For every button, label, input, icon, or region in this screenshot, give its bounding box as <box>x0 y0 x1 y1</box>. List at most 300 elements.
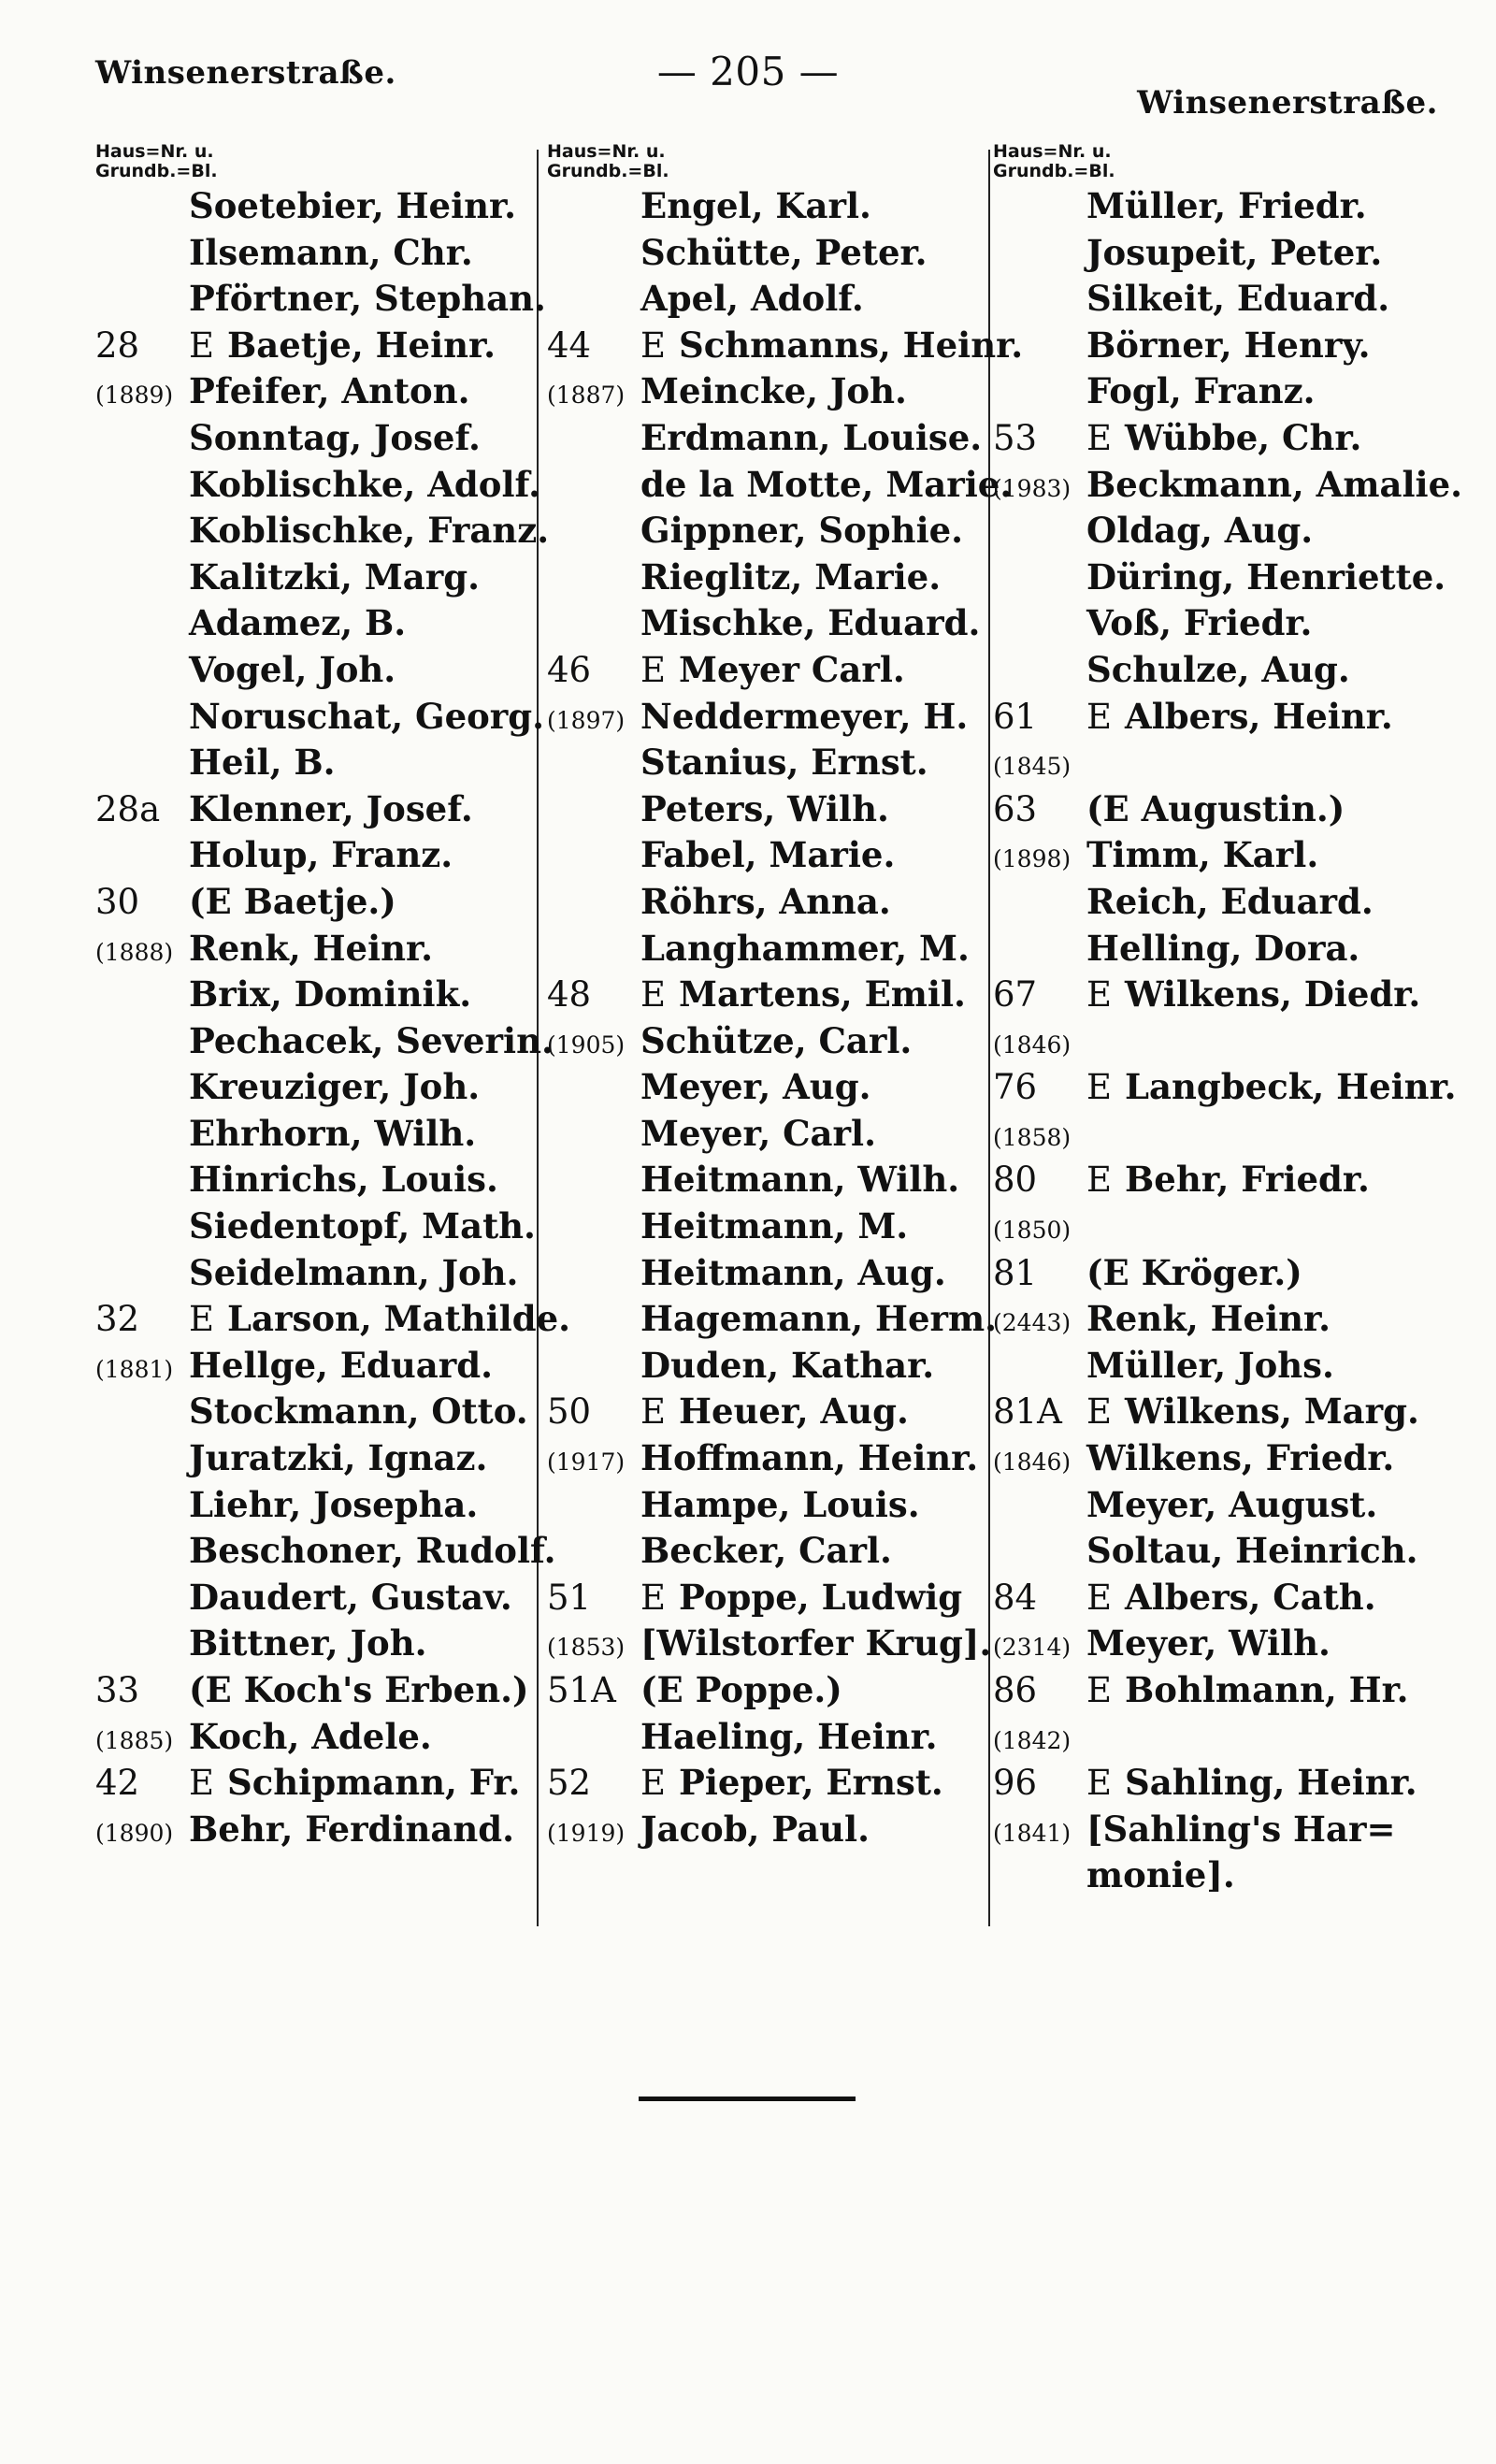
resident-name <box>640 1482 920 1529</box>
name-text: Hagemann, Herm. <box>640 1298 998 1340</box>
name-text: Müller, Johs. <box>1086 1344 1334 1386</box>
name-text: Langbeck, Heinr. <box>1125 1066 1457 1108</box>
directory-entry <box>95 230 535 277</box>
directory-entry <box>993 1343 1460 1390</box>
owner-marker: E <box>640 1763 667 1804</box>
name-text: Heuer, Aug. <box>679 1391 909 1433</box>
directory-entry <box>547 368 986 415</box>
directory-entry <box>993 1250 1460 1297</box>
directory-entry <box>95 323 535 369</box>
house-number: 28 <box>95 324 140 366</box>
name-text: Engel, Karl. <box>640 185 871 226</box>
resident-name <box>1086 415 1361 462</box>
directory-entry <box>95 600 535 647</box>
name-text: Larson, Mathilde. <box>227 1298 570 1340</box>
directory-entry <box>547 1482 986 1529</box>
resident-name <box>189 1018 554 1065</box>
directory-entry <box>547 1528 986 1575</box>
directory-entry <box>993 832 1460 879</box>
resident-name <box>1086 1667 1409 1714</box>
house-number: 46 <box>547 649 592 690</box>
resident-name <box>189 1575 512 1621</box>
name-text: Langhammer, M. <box>640 927 970 969</box>
grundbuch-number: (2314) <box>993 1634 1072 1662</box>
grundbuch-number: (1898) <box>993 845 1072 873</box>
directory-entry <box>95 832 535 879</box>
house-number: 76 <box>993 1067 1038 1108</box>
house-number: 32 <box>95 1299 140 1340</box>
name-text: Düring, Henriette. <box>1086 555 1446 598</box>
grundbuch-number: (1983) <box>993 474 1072 502</box>
directory-entry <box>993 555 1460 601</box>
column-3 <box>993 141 1463 1899</box>
directory-entry <box>993 276 1460 323</box>
directory-entry <box>547 1250 986 1297</box>
resident-name <box>1086 600 1312 647</box>
resident-name <box>640 1064 870 1111</box>
name-text: Pfeifer, Anton. <box>189 370 470 412</box>
resident-name <box>1086 1296 1331 1343</box>
name-text: Pechacek, Severin. <box>189 1019 554 1061</box>
house-number: 84 <box>993 1577 1038 1618</box>
name-text: Heitmann, M. <box>640 1205 909 1247</box>
resident-name <box>640 1111 876 1158</box>
directory-entry <box>993 1203 1460 1250</box>
resident-name <box>1086 1852 1235 1899</box>
house-number: 86 <box>993 1670 1038 1710</box>
name-text: Hampe, Louis. <box>640 1483 920 1525</box>
name-text: Renk, Heinr. <box>1086 1298 1331 1340</box>
resident-name <box>1086 694 1393 741</box>
name-text: Behr, Friedr. <box>1125 1159 1370 1201</box>
resident-name <box>1086 926 1359 973</box>
resident-name <box>1086 1250 1302 1297</box>
directory-entry <box>547 183 986 230</box>
name-text: Börner, Henry. <box>1086 324 1371 366</box>
name-text: Heitmann, Wilh. <box>640 1159 960 1201</box>
grundbuch-number: (1887) <box>547 382 626 410</box>
owner-marker: E <box>1086 1160 1113 1201</box>
resident-name <box>1086 1482 1377 1529</box>
name-text: Schütte, Peter. <box>640 231 928 273</box>
directory-entry <box>95 1714 535 1761</box>
resident-name <box>189 694 544 741</box>
resident-name <box>189 323 496 369</box>
name-text: Müller, Friedr. <box>1086 185 1367 226</box>
owner-marker: E <box>640 1577 667 1618</box>
house-number: 28a <box>95 788 161 829</box>
resident-name <box>1086 555 1446 601</box>
directory-entry <box>993 462 1463 509</box>
directory-entry <box>95 1482 535 1529</box>
name-text: Liehr, Josepha. <box>189 1483 479 1525</box>
directory-entry <box>547 647 986 694</box>
resident-name <box>1086 786 1345 833</box>
directory-entry <box>95 694 545 741</box>
name-text: Koch, Adele. <box>189 1715 432 1757</box>
name-text: Josupeit, Peter. <box>1086 231 1383 273</box>
directory-entry <box>993 740 1460 786</box>
directory-entry <box>993 972 1460 1018</box>
column-heading: Haus=Nr. u. Grundb.=Bl. <box>993 141 1115 181</box>
name-text: Oldag, Aug. <box>1086 510 1314 552</box>
directory-entry <box>547 323 1024 369</box>
resident-name <box>189 926 433 973</box>
resident-name <box>189 508 549 555</box>
name-text: monie]. <box>1086 1854 1235 1896</box>
name-text: Röhrs, Anna. <box>640 880 891 922</box>
directory-entry <box>993 1064 1460 1111</box>
resident-name <box>640 694 968 741</box>
resident-name <box>1086 183 1367 230</box>
resident-name <box>189 183 516 230</box>
name-text: (E Poppe.) <box>640 1669 842 1710</box>
resident-name <box>1086 1389 1419 1435</box>
grundbuch-number: (1858) <box>993 1123 1072 1151</box>
house-number: 51A <box>547 1670 616 1710</box>
directory-entry <box>993 183 1460 230</box>
directory-entry <box>95 1064 535 1111</box>
resident-name <box>189 832 453 879</box>
resident-name <box>1086 879 1374 926</box>
directory-entry <box>547 1667 986 1714</box>
resident-name <box>189 1621 426 1667</box>
grundbuch-number: (1853) <box>547 1634 626 1662</box>
directory-entry <box>95 972 535 1018</box>
directory-entry <box>95 276 546 323</box>
name-text: Neddermeyer, H. <box>640 695 969 737</box>
resident-name <box>640 1389 909 1435</box>
resident-name <box>189 555 480 601</box>
directory-entry <box>547 1343 986 1390</box>
resident-name <box>640 555 941 601</box>
directory-entry <box>993 1852 1460 1899</box>
name-text: Peters, Wilh. <box>640 787 889 829</box>
directory-entry <box>95 1575 535 1621</box>
directory-entry <box>547 1621 992 1667</box>
directory-entry <box>993 368 1460 415</box>
directory-entry <box>95 1296 570 1343</box>
directory-entry <box>547 230 986 277</box>
name-text: Noruschat, Georg. <box>189 695 545 737</box>
resident-name <box>640 1528 892 1575</box>
name-text: Sonntag, Josef. <box>189 416 481 458</box>
resident-name <box>640 926 970 973</box>
resident-name <box>640 1250 946 1297</box>
grundbuch-number: (1890) <box>95 1819 174 1847</box>
name-text: Meyer Carl. <box>679 648 905 690</box>
directory-entry <box>547 1203 986 1250</box>
resident-name <box>189 1343 493 1390</box>
owner-marker: E <box>1086 1763 1113 1804</box>
grundbuch-number: (1881) <box>95 1355 174 1383</box>
name-text: (E Baetje.) <box>189 880 396 922</box>
directory-entry <box>547 926 986 973</box>
directory-entry <box>993 1482 1460 1529</box>
resident-name <box>189 1111 476 1158</box>
house-number: 81 <box>993 1252 1038 1293</box>
resident-name <box>189 415 481 462</box>
name-text: Becker, Carl. <box>640 1530 892 1572</box>
name-text: Hellge, Eduard. <box>189 1344 493 1386</box>
directory-entry <box>95 1435 535 1482</box>
directory-entry <box>95 1250 535 1297</box>
resident-name <box>189 230 473 277</box>
name-text: Baetje, Heinr. <box>227 324 496 366</box>
directory-entry <box>95 1760 535 1807</box>
directory-entry <box>95 1157 535 1203</box>
resident-name <box>1086 368 1316 415</box>
directory-entry <box>547 740 986 786</box>
resident-name <box>640 740 928 786</box>
directory-entry <box>547 1018 986 1065</box>
directory-entry <box>95 1528 556 1575</box>
name-text: Brix, Dominik. <box>189 973 472 1016</box>
name-text: Schulze, Aug. <box>1086 648 1350 690</box>
name-text: Wilkens, Diedr. <box>1125 973 1421 1016</box>
name-text: Hinrichs, Louis. <box>189 1159 498 1201</box>
directory-entry <box>95 647 535 694</box>
name-text: Fogl, Franz. <box>1086 370 1316 412</box>
name-text: de la Motte, Marie. <box>640 463 1013 505</box>
directory-entry <box>95 786 535 833</box>
running-header-right: Winsenerstraße. <box>1137 84 1438 122</box>
name-text: Seidelmann, Joh. <box>189 1251 519 1293</box>
resident-name <box>640 1667 842 1714</box>
directory-entry <box>993 1760 1460 1807</box>
directory-entry <box>547 1157 986 1203</box>
directory-entry <box>95 183 535 230</box>
resident-name <box>640 1807 870 1853</box>
name-text: Voß, Friedr. <box>1086 602 1313 644</box>
directory-entry <box>993 879 1460 926</box>
directory-entry <box>95 1018 554 1065</box>
resident-name <box>640 183 871 230</box>
directory-entry <box>95 415 535 462</box>
name-text: Siedentopf, Math. <box>189 1205 536 1247</box>
house-number: 33 <box>95 1670 140 1710</box>
house-number: 53 <box>993 417 1038 458</box>
resident-name <box>189 1667 528 1714</box>
directory-entry <box>547 879 986 926</box>
name-text: Koblischke, Adolf. <box>189 463 540 505</box>
resident-name <box>1086 1528 1418 1575</box>
owner-marker: E <box>1086 1067 1113 1108</box>
name-text: Kreuziger, Joh. <box>189 1066 481 1108</box>
directory-entry <box>95 462 540 509</box>
end-rule <box>639 2097 856 2101</box>
resident-name <box>640 415 982 462</box>
directory-entry <box>547 786 986 833</box>
resident-name <box>640 1296 997 1343</box>
resident-name <box>640 230 928 277</box>
resident-name <box>640 879 891 926</box>
resident-name <box>640 1343 934 1390</box>
resident-name <box>1086 230 1382 277</box>
resident-name <box>189 1296 570 1343</box>
resident-name <box>189 1250 518 1297</box>
grundbuch-number: (1841) <box>993 1819 1072 1847</box>
resident-name <box>1086 323 1370 369</box>
directory-entry <box>95 368 535 415</box>
directory-entry <box>993 1435 1460 1482</box>
resident-name <box>1086 1343 1334 1390</box>
name-text: Ilsemann, Chr. <box>189 231 473 273</box>
resident-name <box>189 1157 498 1203</box>
resident-name <box>640 1435 978 1482</box>
resident-name <box>1086 1621 1331 1667</box>
resident-name <box>1086 972 1420 1018</box>
resident-name <box>640 1760 943 1807</box>
directory-entry <box>547 555 986 601</box>
resident-name <box>640 323 1023 369</box>
house-number: 42 <box>95 1763 140 1804</box>
directory-entry <box>993 1296 1460 1343</box>
name-text: Haeling, Heinr. <box>640 1715 938 1757</box>
resident-name <box>640 1714 938 1761</box>
name-text: Pieper, Ernst. <box>679 1762 943 1804</box>
house-number: 96 <box>993 1763 1038 1804</box>
name-text: (E Koch's Erben.) <box>189 1669 529 1710</box>
resident-name <box>189 1064 480 1111</box>
resident-name <box>640 972 966 1018</box>
directory-entry <box>993 1667 1460 1714</box>
directory-entry <box>993 1714 1460 1761</box>
name-text: Meyer, August. <box>1086 1483 1378 1525</box>
owner-marker: E <box>1086 974 1113 1016</box>
name-text: Meincke, Joh. <box>640 370 907 412</box>
directory-entry <box>547 276 986 323</box>
house-number: 50 <box>547 1391 592 1433</box>
owner-marker: E <box>640 649 667 690</box>
directory-entry <box>547 1435 986 1482</box>
resident-name <box>1086 1064 1457 1111</box>
name-text: Schipmann, Fr. <box>227 1762 521 1804</box>
resident-name <box>1086 276 1389 323</box>
directory-entry <box>993 415 1460 462</box>
name-text: (E Augustin.) <box>1086 787 1345 829</box>
name-text: Meyer, Aug. <box>640 1066 871 1108</box>
directory-entry <box>547 415 986 462</box>
resident-name <box>189 740 336 786</box>
name-text: Timm, Karl. <box>1086 834 1319 876</box>
directory-entry <box>95 740 535 786</box>
grundbuch-number: (1889) <box>95 382 174 410</box>
grundbuch-number: (1846) <box>993 1030 1072 1059</box>
resident-name <box>640 368 907 415</box>
grundbuch-number: (1846) <box>993 1448 1072 1477</box>
name-text: Klenner, Josef. <box>189 787 473 829</box>
resident-name <box>189 600 406 647</box>
directory-entry <box>547 1575 986 1621</box>
house-number: 61 <box>993 696 1038 737</box>
name-text: Adamez, B. <box>189 602 407 644</box>
resident-name <box>1086 1760 1417 1807</box>
directory-entry <box>993 786 1460 833</box>
directory-entry <box>993 1018 1460 1065</box>
owner-marker: E <box>189 1763 215 1804</box>
running-header-left: Winsenerstraße. <box>95 54 396 92</box>
name-text: Beckmann, Amalie. <box>1086 463 1463 505</box>
directory-entry <box>993 600 1460 647</box>
resident-name <box>1086 647 1350 694</box>
directory-entry <box>993 1528 1460 1575</box>
directory-entry <box>547 1296 998 1343</box>
owner-marker: E <box>1086 417 1113 458</box>
directory-entry <box>547 1807 986 1853</box>
name-text: Vogel, Joh. <box>189 648 396 690</box>
resident-name <box>189 276 546 323</box>
house-number: 81A <box>993 1391 1062 1433</box>
directory-entry <box>547 508 986 555</box>
directory-entry <box>95 1343 535 1390</box>
resident-name <box>640 508 963 555</box>
resident-name <box>1086 1435 1394 1482</box>
owner-marker: E <box>640 974 667 1016</box>
directory-entry <box>95 1203 535 1250</box>
resident-name <box>189 972 471 1018</box>
resident-name <box>640 276 864 323</box>
column-heading: Haus=Nr. u. Grundb.=Bl. <box>95 141 218 181</box>
directory-entry <box>993 694 1460 741</box>
name-text: Holup, Franz. <box>189 834 453 876</box>
name-text: Rieglitz, Marie. <box>640 555 942 598</box>
resident-name <box>189 1760 520 1807</box>
resident-name <box>189 1389 528 1435</box>
directory-entry <box>547 1111 986 1158</box>
owner-marker: E <box>1086 1391 1113 1433</box>
name-text: Bittner, Joh. <box>189 1622 427 1664</box>
grundbuch-number: (1905) <box>547 1030 626 1059</box>
resident-name <box>1086 1157 1370 1203</box>
directory-entry <box>547 972 986 1018</box>
resident-name <box>1086 508 1313 555</box>
resident-name <box>640 1575 962 1621</box>
resident-name <box>640 1203 908 1250</box>
name-text: Stanius, Ernst. <box>640 742 928 784</box>
directory-entry <box>95 1111 535 1158</box>
house-number: 44 <box>547 324 592 366</box>
directory-entry <box>993 1157 1460 1203</box>
resident-name <box>189 1435 487 1482</box>
resident-name <box>640 462 1012 509</box>
resident-name <box>189 1482 478 1529</box>
resident-name <box>1086 832 1318 879</box>
directory-entry <box>993 926 1460 973</box>
resident-name <box>189 462 540 509</box>
directory-entry <box>95 555 535 601</box>
directory-entry <box>993 1621 1460 1667</box>
name-text: Gippner, Sophie. <box>640 510 964 552</box>
directory-entry <box>547 1064 986 1111</box>
name-text: Albers, Cath. <box>1125 1576 1376 1618</box>
name-text: Hoffmann, Heinr. <box>640 1437 979 1479</box>
directory-entry <box>993 1389 1460 1435</box>
house-number: 52 <box>547 1763 592 1804</box>
resident-name <box>1086 1575 1376 1621</box>
name-text: Sahling, Heinr. <box>1125 1762 1417 1804</box>
name-text: Wilkens, Marg. <box>1125 1391 1419 1433</box>
directory-entry <box>547 832 986 879</box>
directory-entry <box>993 1807 1460 1853</box>
resident-name <box>189 879 396 926</box>
directory-entry <box>547 1389 986 1435</box>
column-heading: Haus=Nr. u. Grundb.=Bl. <box>547 141 669 181</box>
house-number: 30 <box>95 881 140 922</box>
name-text: Silkeit, Eduard. <box>1086 278 1390 320</box>
name-text: Kalitzki, Marg. <box>189 555 480 598</box>
grundbuch-number: (1850) <box>993 1217 1072 1245</box>
